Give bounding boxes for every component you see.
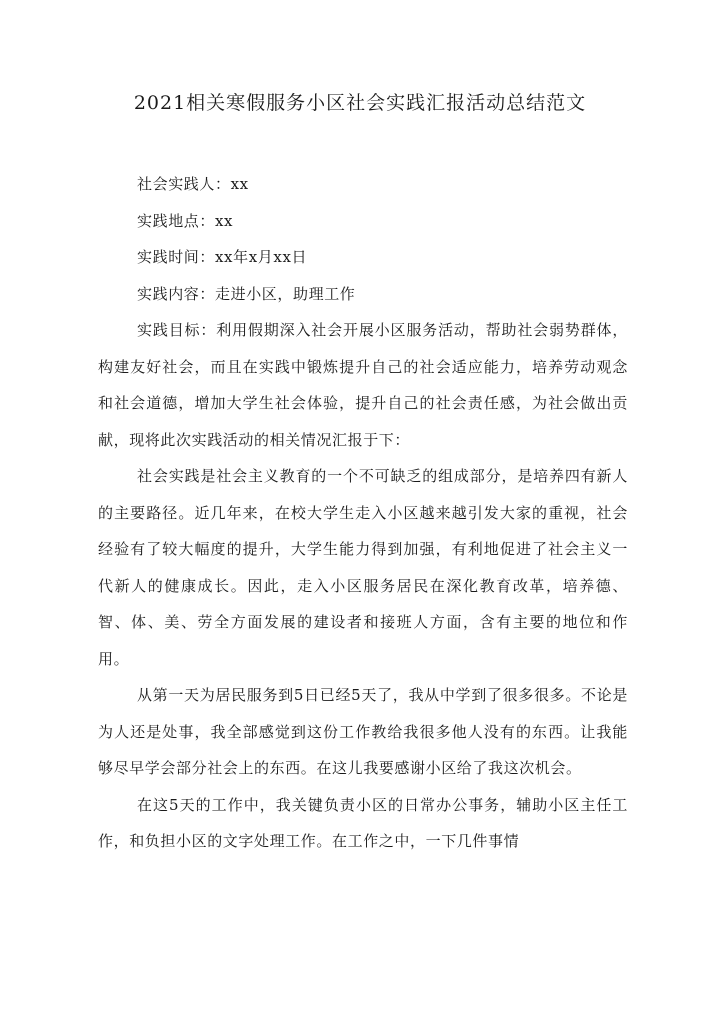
- paragraph-content: 实践内容：走进小区，助理工作: [137, 284, 356, 303]
- paragraph-significance: 社会实践是社会主义教育的一个不可缺乏的组成部分，是培养四有新人的主要路径。近几年来，在校大学生走入小区越来越引发大家的重视，社会经验有了较大幅度的提升，大学生能力得到加强，有利地促进了社会主义一代新人的健康成长。因此，走入小区服务居民在深化教育改革，培养德、智、体、美、劳全方面发展的建设者和接班人方面，含有主要的地位和作用。: [98, 467, 628, 668]
- paragraph-time: 实践时间：xx年x月xx日: [137, 248, 308, 266]
- paragraph-experience: 从第一天为居民服务到5日已经5天了，我从中学到了很多很多。不论是为人还是处事，我全部感觉到这份工作教给我很多他人没有的东西。让我能够尽早学会部分社会上的东西。在这儿我要感谢小区给了我这次机会。: [98, 686, 628, 777]
- paragraph-work: 在这5天的工作中，我关键负责小区的日常办公事务，辅助小区主任工作，和负担小区的文字处理工作。在工作之中，一下几件事情: [98, 795, 628, 850]
- paragraph-location: 实践地点：xx: [137, 211, 234, 230]
- paragraph-practitioner: 社会实践人：xx: [137, 175, 249, 193]
- document-body: [98, 166, 628, 860]
- paragraph-goal: 实践目标：利用假期深入社会开展小区服务活动，帮助社会弱势群体，构建友好社会，而且在实践中锻炼提升自己的社会适应能力，培养劳动观念和社会道德，增加大学生社会体验，提升自己的社会责任感，为社会做出贡献，现将此次实践活动的相关情况汇报于下：: [98, 321, 628, 449]
- document-title: 2021相关寒假服务小区社会实践汇报活动总结范文: [133, 92, 587, 114]
